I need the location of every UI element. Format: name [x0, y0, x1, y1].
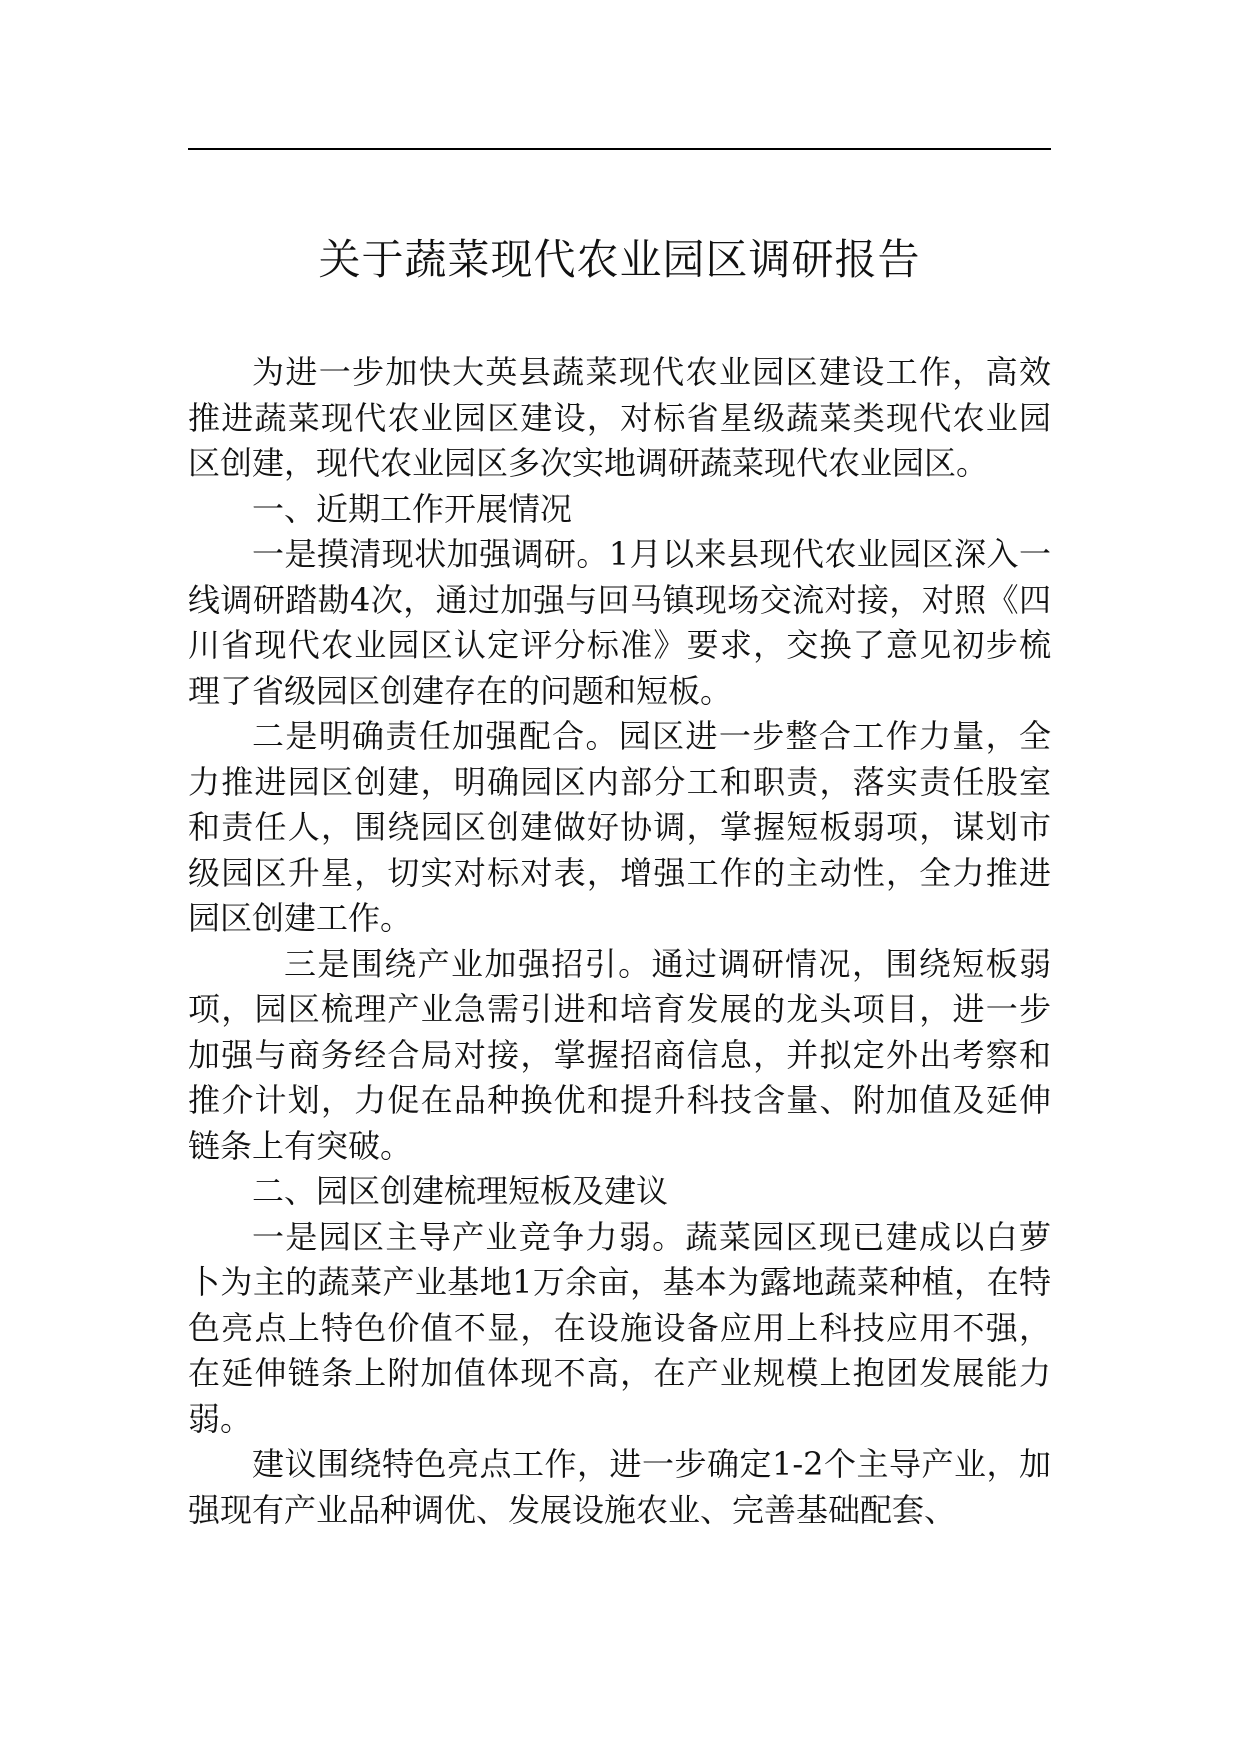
intro-paragraph: 为进一步加快大英县蔬菜现代农业园区建设工作，高效推进蔬菜现代农业园区建设，对标省星级蔬菜类现代农业园区创建，现代农业园区多次实地调研蔬菜现代农业园区。 — [188, 353, 1051, 482]
header-rule — [188, 148, 1051, 150]
paragraph-suggestion: 建议围绕特色亮点工作，进一步确定1-2个主导产业，加强现有产业品种调优、发展设施农业、完善基础配套、 — [188, 1445, 1051, 1529]
document-title: 关于蔬菜现代农业园区调研报告 — [318, 235, 921, 284]
paragraph-responsibility: 二是明确责任加强配合。园区进一步整合工作力量，全力推进园区创建，明确园区内部分工和职责，落实责任股室和责任人，围绕园区创建做好协调，掌握短板弱项，谋划市级园区升星，切实对标对表，增强工作的主动性，全力推进园区创建工作。 — [188, 717, 1051, 937]
document-body — [188, 350, 1051, 1533]
paragraph-investment: 三是围绕产业加强招引。通过调研情况，围绕短板弱项，园区梳理产业急需引进和培育发展的龙头项目，进一步加强与商务经合局对接，掌握招商信息，并拟定外出考察和推介计划，力促在品种换优和提升科技含量、附加值及延伸链条上有突破。 — [188, 944, 1051, 1165]
section-heading-1: 一、近期工作开展情况 — [252, 489, 573, 528]
paragraph-research: 一是摸清现状加强调研。1月以来县现代农业园区深入一线调研踏勘4次，通过加强与回马镇现场交流对接，对照《四川省现代农业园区认定评分标准》要求，交换了意见初步梳理了省级园区创建存在的问题和短板。 — [188, 535, 1051, 710]
paragraph-weakness: 一是园区主导产业竞争力弱。蔬菜园区现已建成以白萝卜为主的蔬菜产业基地1万余亩，基本为露地蔬菜种植，在特色亮点上特色价值不显，在设施设备应用上科技应用不强，在延伸链条上附加值体现不高，在产业规模上抱团发展能力弱。 — [188, 1217, 1051, 1438]
section-heading-2: 二、园区创建梳理短板及建议 — [252, 1172, 669, 1210]
